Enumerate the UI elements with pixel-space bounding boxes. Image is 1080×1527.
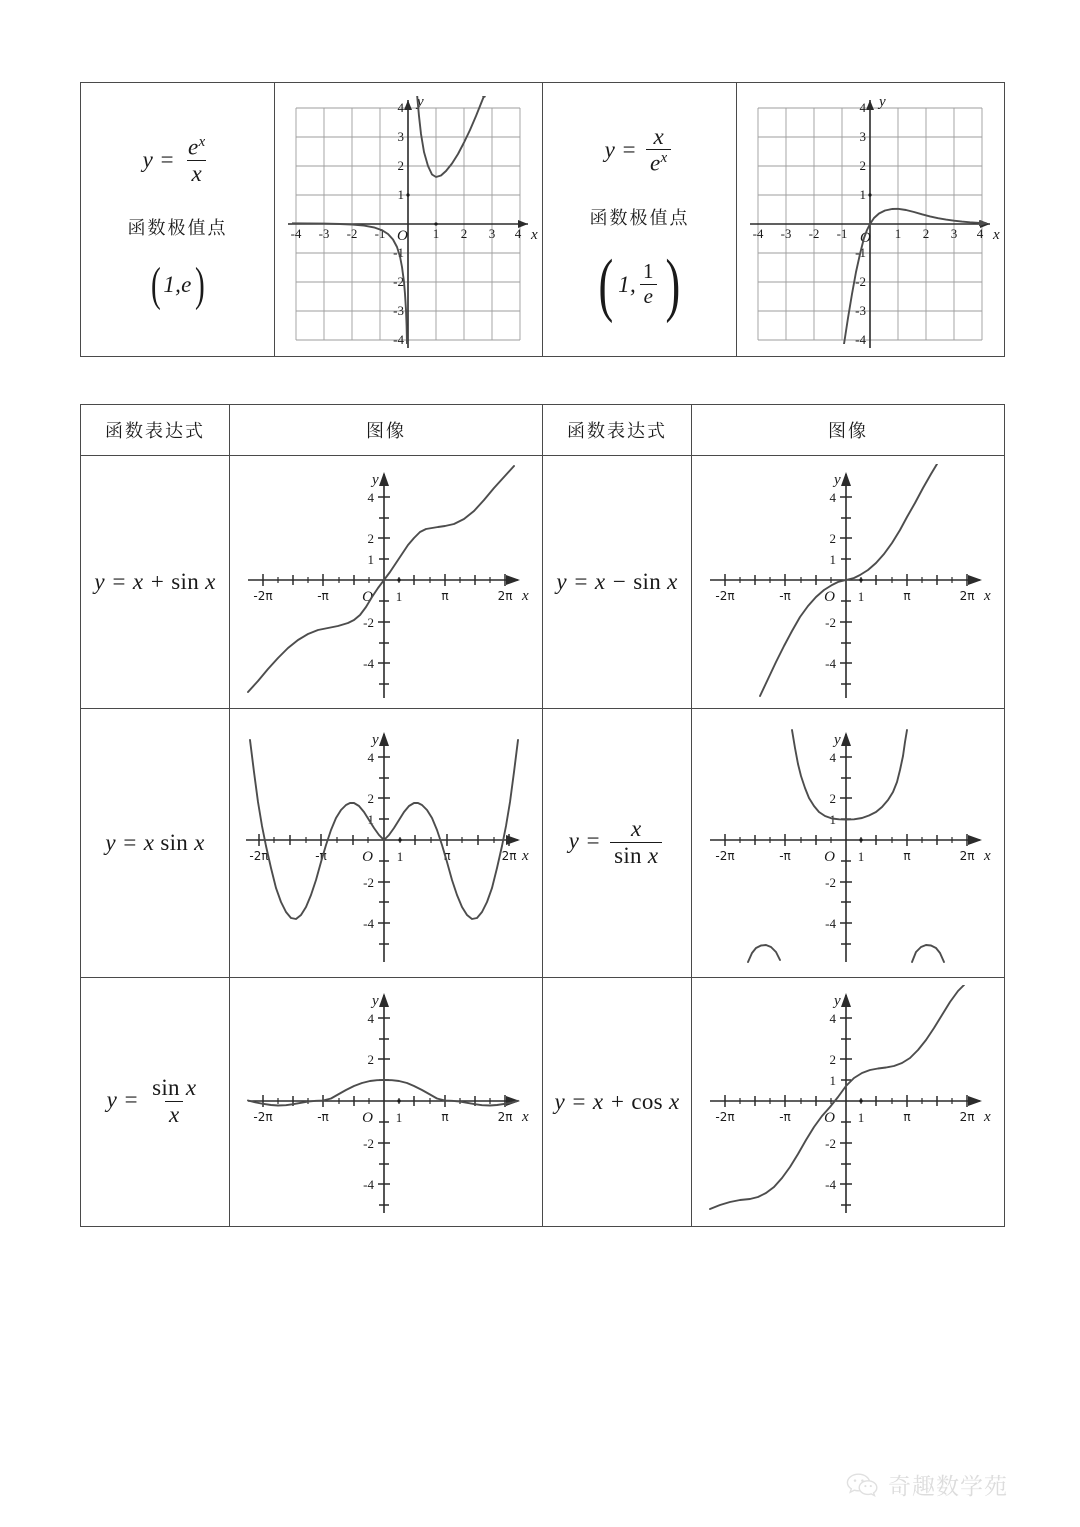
header-label: 函数表达式 bbox=[567, 421, 667, 442]
table-header-row bbox=[81, 405, 1005, 456]
svg-text:1: 1 bbox=[857, 588, 865, 604]
graph-svg-x-over-sinx bbox=[698, 712, 998, 974]
graph-cell-x-over-sinx bbox=[692, 709, 1005, 978]
svg-text:4: 4 bbox=[829, 489, 836, 505]
extremum-summary-table bbox=[80, 82, 1005, 357]
svg-text:-3: -3 bbox=[780, 225, 791, 241]
svg-text:-4: -4 bbox=[290, 225, 301, 241]
svg-text:3: 3 bbox=[950, 225, 957, 241]
formula-function: sin bbox=[171, 569, 200, 594]
x-axis-label: x bbox=[984, 848, 991, 864]
svg-text:2π: 2π bbox=[959, 1110, 975, 1124]
svg-text:2: 2 bbox=[367, 791, 374, 806]
fraction-numerator: x bbox=[630, 815, 642, 841]
formula-lhs: y = x − bbox=[556, 569, 628, 594]
svg-text:-2: -2 bbox=[346, 225, 357, 241]
svg-text:-2π: -2π bbox=[253, 1110, 273, 1124]
svg-text:-4: -4 bbox=[392, 331, 404, 347]
svg-text:3: 3 bbox=[397, 128, 404, 144]
header-expression-right bbox=[543, 405, 692, 456]
y-axis-label: y bbox=[834, 993, 841, 1009]
fraction-denominator bbox=[610, 842, 662, 869]
graph-svg-x-plus-cosx bbox=[698, 981, 998, 1223]
svg-text:-1: -1 bbox=[854, 244, 866, 260]
svg-text:-4: -4 bbox=[825, 916, 836, 931]
svg-text:-π: -π bbox=[779, 588, 791, 603]
svg-text:2π: 2π bbox=[497, 1110, 513, 1124]
graph-x-over-sinx bbox=[692, 709, 1004, 977]
svg-text:-4: -4 bbox=[825, 1177, 836, 1192]
svg-text:-2: -2 bbox=[825, 614, 836, 630]
y-axis-label: y bbox=[372, 471, 379, 488]
formula-arg: x bbox=[667, 569, 678, 594]
svg-text:-3: -3 bbox=[854, 302, 866, 318]
svg-text:1: 1 bbox=[859, 186, 866, 202]
x-axis-label: x bbox=[984, 1109, 991, 1125]
svg-text:4: 4 bbox=[859, 99, 866, 115]
svg-text:1: 1 bbox=[894, 225, 901, 241]
expression-cell-x-plus-sinx bbox=[81, 456, 230, 709]
fraction-denominator: x bbox=[165, 1101, 184, 1128]
svg-text:-2: -2 bbox=[363, 614, 374, 630]
graph-svg-x-minus-sinx bbox=[698, 460, 998, 705]
svg-text:π: π bbox=[441, 588, 449, 603]
graph-svg-x-over-ex bbox=[740, 86, 1002, 354]
graph-svg-x-plus-sinx bbox=[236, 460, 536, 705]
svg-text:1: 1 bbox=[367, 551, 374, 567]
svg-text:-2π: -2π bbox=[715, 1110, 735, 1124]
svg-text:2: 2 bbox=[397, 157, 404, 173]
svg-text:-2π: -2π bbox=[715, 588, 735, 603]
axes bbox=[246, 732, 520, 962]
point-second: e bbox=[181, 272, 192, 298]
svg-text:1: 1 bbox=[432, 225, 439, 241]
origin-label: O bbox=[362, 1110, 373, 1126]
svg-text:1: 1 bbox=[829, 551, 836, 567]
formula-lhs: y = bbox=[604, 136, 637, 162]
fraction bbox=[610, 816, 662, 869]
left-paren: ( bbox=[598, 244, 614, 324]
point-first: 1, bbox=[163, 272, 182, 298]
svg-text:2: 2 bbox=[922, 225, 929, 241]
svg-text:-3: -3 bbox=[392, 302, 404, 318]
formula-sinx-over-x bbox=[106, 1074, 204, 1127]
svg-text:-2: -2 bbox=[825, 1136, 836, 1151]
curve-group bbox=[292, 94, 486, 344]
formula-lhs: y = bbox=[142, 146, 175, 172]
expression-cell-sinx-over-x bbox=[81, 978, 230, 1227]
table-row bbox=[81, 456, 1005, 709]
svg-text:-2: -2 bbox=[363, 1136, 374, 1151]
graph-cell-x-plus-sinx bbox=[230, 456, 543, 709]
formula-x-sinx bbox=[105, 830, 204, 855]
x-axis-label: x bbox=[522, 587, 529, 604]
formula-arg: x bbox=[668, 1089, 680, 1114]
watermark bbox=[845, 1468, 1008, 1501]
x-axis-label: x bbox=[984, 587, 991, 604]
denominator-exponent: x bbox=[660, 150, 668, 167]
fraction bbox=[184, 134, 209, 187]
header-label: 图像 bbox=[828, 421, 868, 442]
svg-text:-1: -1 bbox=[374, 225, 385, 241]
svg-text:4: 4 bbox=[367, 489, 374, 505]
svg-text:-π: -π bbox=[317, 588, 329, 603]
svg-text:4: 4 bbox=[976, 225, 983, 241]
y-axis-label: y bbox=[416, 93, 424, 110]
header-graph-right bbox=[692, 405, 1005, 456]
svg-text:2: 2 bbox=[367, 530, 374, 546]
denominator-function: sin bbox=[614, 842, 642, 868]
svg-text:1: 1 bbox=[829, 812, 836, 827]
fraction-numerator bbox=[184, 134, 209, 160]
svg-text:3: 3 bbox=[859, 128, 866, 144]
svg-text:2: 2 bbox=[460, 225, 467, 241]
point-denominator: e bbox=[640, 284, 658, 309]
svg-text:-4: -4 bbox=[363, 1177, 374, 1192]
extremum-point-1-over-e bbox=[594, 244, 684, 324]
svg-text:-4: -4 bbox=[854, 331, 866, 347]
svg-text:-π: -π bbox=[315, 849, 327, 863]
svg-text:π: π bbox=[903, 1110, 911, 1124]
svg-text:1: 1 bbox=[857, 849, 865, 864]
x-axis-label: x bbox=[530, 226, 538, 243]
formula-x-over-sinx bbox=[568, 815, 666, 868]
formula-lhs: y = bbox=[106, 1087, 139, 1113]
header-expression-left bbox=[81, 405, 230, 456]
formula-arg: x bbox=[194, 830, 205, 855]
svg-text:-3: -3 bbox=[318, 225, 329, 241]
svg-text:-4: -4 bbox=[363, 655, 374, 671]
fraction bbox=[148, 1075, 200, 1128]
curve-right-branch bbox=[417, 94, 484, 177]
table-row bbox=[81, 83, 1005, 357]
formula-ex-over-x bbox=[143, 135, 213, 188]
table-row bbox=[81, 709, 1005, 978]
formula-x-plus-cosx bbox=[554, 1089, 679, 1114]
expression-cell-x-sinx bbox=[81, 709, 230, 978]
svg-text:π: π bbox=[441, 1110, 449, 1124]
svg-text:4: 4 bbox=[514, 225, 521, 241]
svg-text:1: 1 bbox=[397, 186, 404, 202]
formula-function: sin bbox=[633, 569, 662, 594]
graph-sinx-over-x bbox=[230, 978, 542, 1226]
svg-text:-2: -2 bbox=[808, 225, 819, 241]
formula-x-over-ex bbox=[605, 125, 675, 178]
function-graph-table bbox=[80, 404, 1005, 1227]
graph-cell-x-minus-sinx bbox=[692, 456, 1005, 709]
svg-text:2: 2 bbox=[859, 157, 866, 173]
x-axis-label: x bbox=[522, 848, 529, 864]
svg-text:-π: -π bbox=[779, 1110, 791, 1124]
numerator-exponent: x bbox=[198, 133, 206, 150]
axes bbox=[710, 732, 982, 962]
numerator-function: sin bbox=[152, 1074, 180, 1100]
svg-text:4: 4 bbox=[829, 1011, 836, 1026]
svg-text:2π: 2π bbox=[959, 849, 975, 863]
curve-left-outer-arc bbox=[748, 945, 780, 962]
denominator-base: e bbox=[650, 151, 661, 177]
right-paren: ) bbox=[665, 244, 681, 324]
numerator-base: e bbox=[188, 134, 199, 160]
expression-cell-x-plus-cosx bbox=[543, 978, 692, 1227]
numerator-arg: x bbox=[185, 1074, 197, 1100]
svg-text:-2: -2 bbox=[363, 875, 374, 890]
header-label: 函数表达式 bbox=[105, 421, 205, 442]
origin-label: O bbox=[859, 229, 871, 246]
graph-x-plus-cosx bbox=[692, 978, 1004, 1226]
curve-right-outer-arc bbox=[912, 945, 944, 962]
origin-label: O bbox=[362, 588, 373, 605]
graph-svg-ex-over-x bbox=[278, 86, 540, 354]
svg-text:-2: -2 bbox=[854, 273, 866, 289]
svg-text:1: 1 bbox=[367, 812, 374, 827]
formula-function: sin bbox=[160, 830, 189, 855]
origin-label: O bbox=[824, 849, 835, 865]
svg-text:1: 1 bbox=[857, 1110, 865, 1125]
svg-text:π: π bbox=[443, 849, 451, 863]
formula-x-minus-sinx bbox=[556, 569, 677, 594]
svg-text:2π: 2π bbox=[959, 588, 975, 603]
svg-text:-4: -4 bbox=[825, 655, 836, 671]
svg-text:-4: -4 bbox=[363, 916, 374, 931]
origin-label: O bbox=[824, 588, 835, 605]
svg-text:2π: 2π bbox=[497, 588, 513, 603]
fraction-numerator: x bbox=[653, 123, 664, 149]
right-paren: ) bbox=[194, 258, 205, 311]
y-axis-label: y bbox=[372, 993, 379, 1009]
expression-stack bbox=[81, 133, 274, 311]
fraction-denominator: x bbox=[187, 160, 206, 187]
svg-text:2: 2 bbox=[367, 1052, 374, 1067]
graph-cell-x-plus-cosx bbox=[692, 978, 1005, 1227]
svg-text:-π: -π bbox=[317, 1110, 329, 1124]
curve-group bbox=[710, 985, 964, 1209]
formula-lhs: y = x + bbox=[554, 1089, 626, 1114]
denominator-arg: x bbox=[647, 842, 659, 868]
expression-stack bbox=[543, 123, 736, 324]
axes bbox=[710, 472, 982, 698]
x-axis-label: x bbox=[992, 226, 1000, 243]
svg-text:-2: -2 bbox=[825, 875, 836, 890]
svg-text:1: 1 bbox=[829, 1073, 836, 1088]
header-graph-left bbox=[230, 405, 543, 456]
graph-x-plus-sinx bbox=[230, 456, 542, 708]
svg-text:-1: -1 bbox=[392, 244, 404, 260]
formula-lhs: y = bbox=[568, 828, 601, 854]
header-label: 图像 bbox=[366, 421, 406, 442]
curve-group bbox=[248, 466, 514, 692]
svg-text:-2π: -2π bbox=[249, 849, 269, 863]
expression-cell-x-minus-sinx bbox=[543, 456, 692, 709]
graph-x-sinx bbox=[230, 709, 542, 977]
svg-text:2: 2 bbox=[829, 530, 836, 546]
graph-cell-sinx-over-x bbox=[230, 978, 543, 1227]
fraction-numerator bbox=[148, 1075, 200, 1101]
svg-text:1: 1 bbox=[396, 849, 404, 864]
extremum-caption: 函数极值点 bbox=[127, 217, 228, 239]
extremum-point-1e bbox=[148, 258, 208, 311]
curve-x-plus-cosx bbox=[710, 985, 964, 1209]
origin-label: O bbox=[824, 1110, 835, 1126]
graph-ex-over-x bbox=[275, 83, 542, 356]
wechat-icon bbox=[845, 1471, 879, 1499]
y-axis-label: y bbox=[878, 93, 886, 110]
y-axis-label: y bbox=[834, 732, 841, 748]
y-axis-label: y bbox=[834, 471, 841, 488]
svg-text:4: 4 bbox=[397, 99, 404, 115]
svg-text:4: 4 bbox=[367, 1011, 374, 1026]
formula-x-plus-sinx bbox=[94, 569, 215, 594]
point-numerator: 1 bbox=[643, 259, 654, 284]
svg-text:π: π bbox=[903, 588, 911, 603]
svg-text:4: 4 bbox=[367, 750, 374, 765]
svg-text:2π: 2π bbox=[501, 849, 517, 863]
axes bbox=[248, 993, 520, 1213]
point-first: 1, bbox=[618, 272, 637, 298]
svg-text:-2π: -2π bbox=[253, 588, 273, 603]
point-fraction bbox=[639, 260, 658, 308]
graph-cell-x-sinx bbox=[230, 709, 543, 978]
origin-label: O bbox=[396, 227, 408, 244]
graph-x-over-ex bbox=[737, 83, 1004, 356]
fraction bbox=[646, 124, 671, 177]
graph-cell-ex-over-x bbox=[275, 83, 543, 357]
svg-text:-2: -2 bbox=[392, 273, 404, 289]
svg-text:2: 2 bbox=[829, 1052, 836, 1067]
formula-arg: x bbox=[205, 569, 216, 594]
origin-label: O bbox=[362, 849, 373, 865]
svg-text:3: 3 bbox=[488, 225, 495, 241]
axes bbox=[710, 993, 982, 1213]
graph-svg-x-sinx bbox=[236, 712, 536, 974]
svg-text:4: 4 bbox=[829, 750, 836, 765]
table-row bbox=[81, 978, 1005, 1227]
curve-left-branch bbox=[292, 223, 407, 344]
svg-text:-4: -4 bbox=[752, 225, 763, 241]
y-axis-label: y bbox=[372, 732, 379, 748]
svg-text:-π: -π bbox=[779, 849, 791, 863]
svg-text:1: 1 bbox=[395, 588, 403, 604]
expression-cell-ex-over-x bbox=[81, 83, 275, 357]
graph-svg-sinx-over-x bbox=[236, 981, 536, 1223]
formula-lhs: y = x bbox=[105, 830, 155, 855]
svg-text:-1: -1 bbox=[836, 225, 847, 241]
formula-lhs: y = x + bbox=[94, 569, 166, 594]
graph-x-minus-sinx bbox=[692, 456, 1004, 708]
watermark-text: 奇趣数学苑 bbox=[888, 1474, 1008, 1500]
svg-text:-2π: -2π bbox=[715, 849, 735, 863]
curve-x-plus-sinx bbox=[248, 466, 514, 692]
extremum-caption: 函数极值点 bbox=[589, 207, 690, 229]
svg-text:2: 2 bbox=[829, 791, 836, 806]
x-axis-label: x bbox=[522, 1109, 529, 1125]
svg-text:1: 1 bbox=[395, 1110, 403, 1125]
left-paren: ( bbox=[150, 258, 161, 311]
formula-function: cos bbox=[631, 1089, 663, 1114]
expression-cell-x-over-sinx bbox=[543, 709, 692, 978]
graph-cell-x-over-ex bbox=[737, 83, 1005, 357]
expression-cell-x-over-ex bbox=[543, 83, 737, 357]
svg-text:π: π bbox=[903, 849, 911, 863]
fraction-denominator bbox=[646, 149, 671, 176]
